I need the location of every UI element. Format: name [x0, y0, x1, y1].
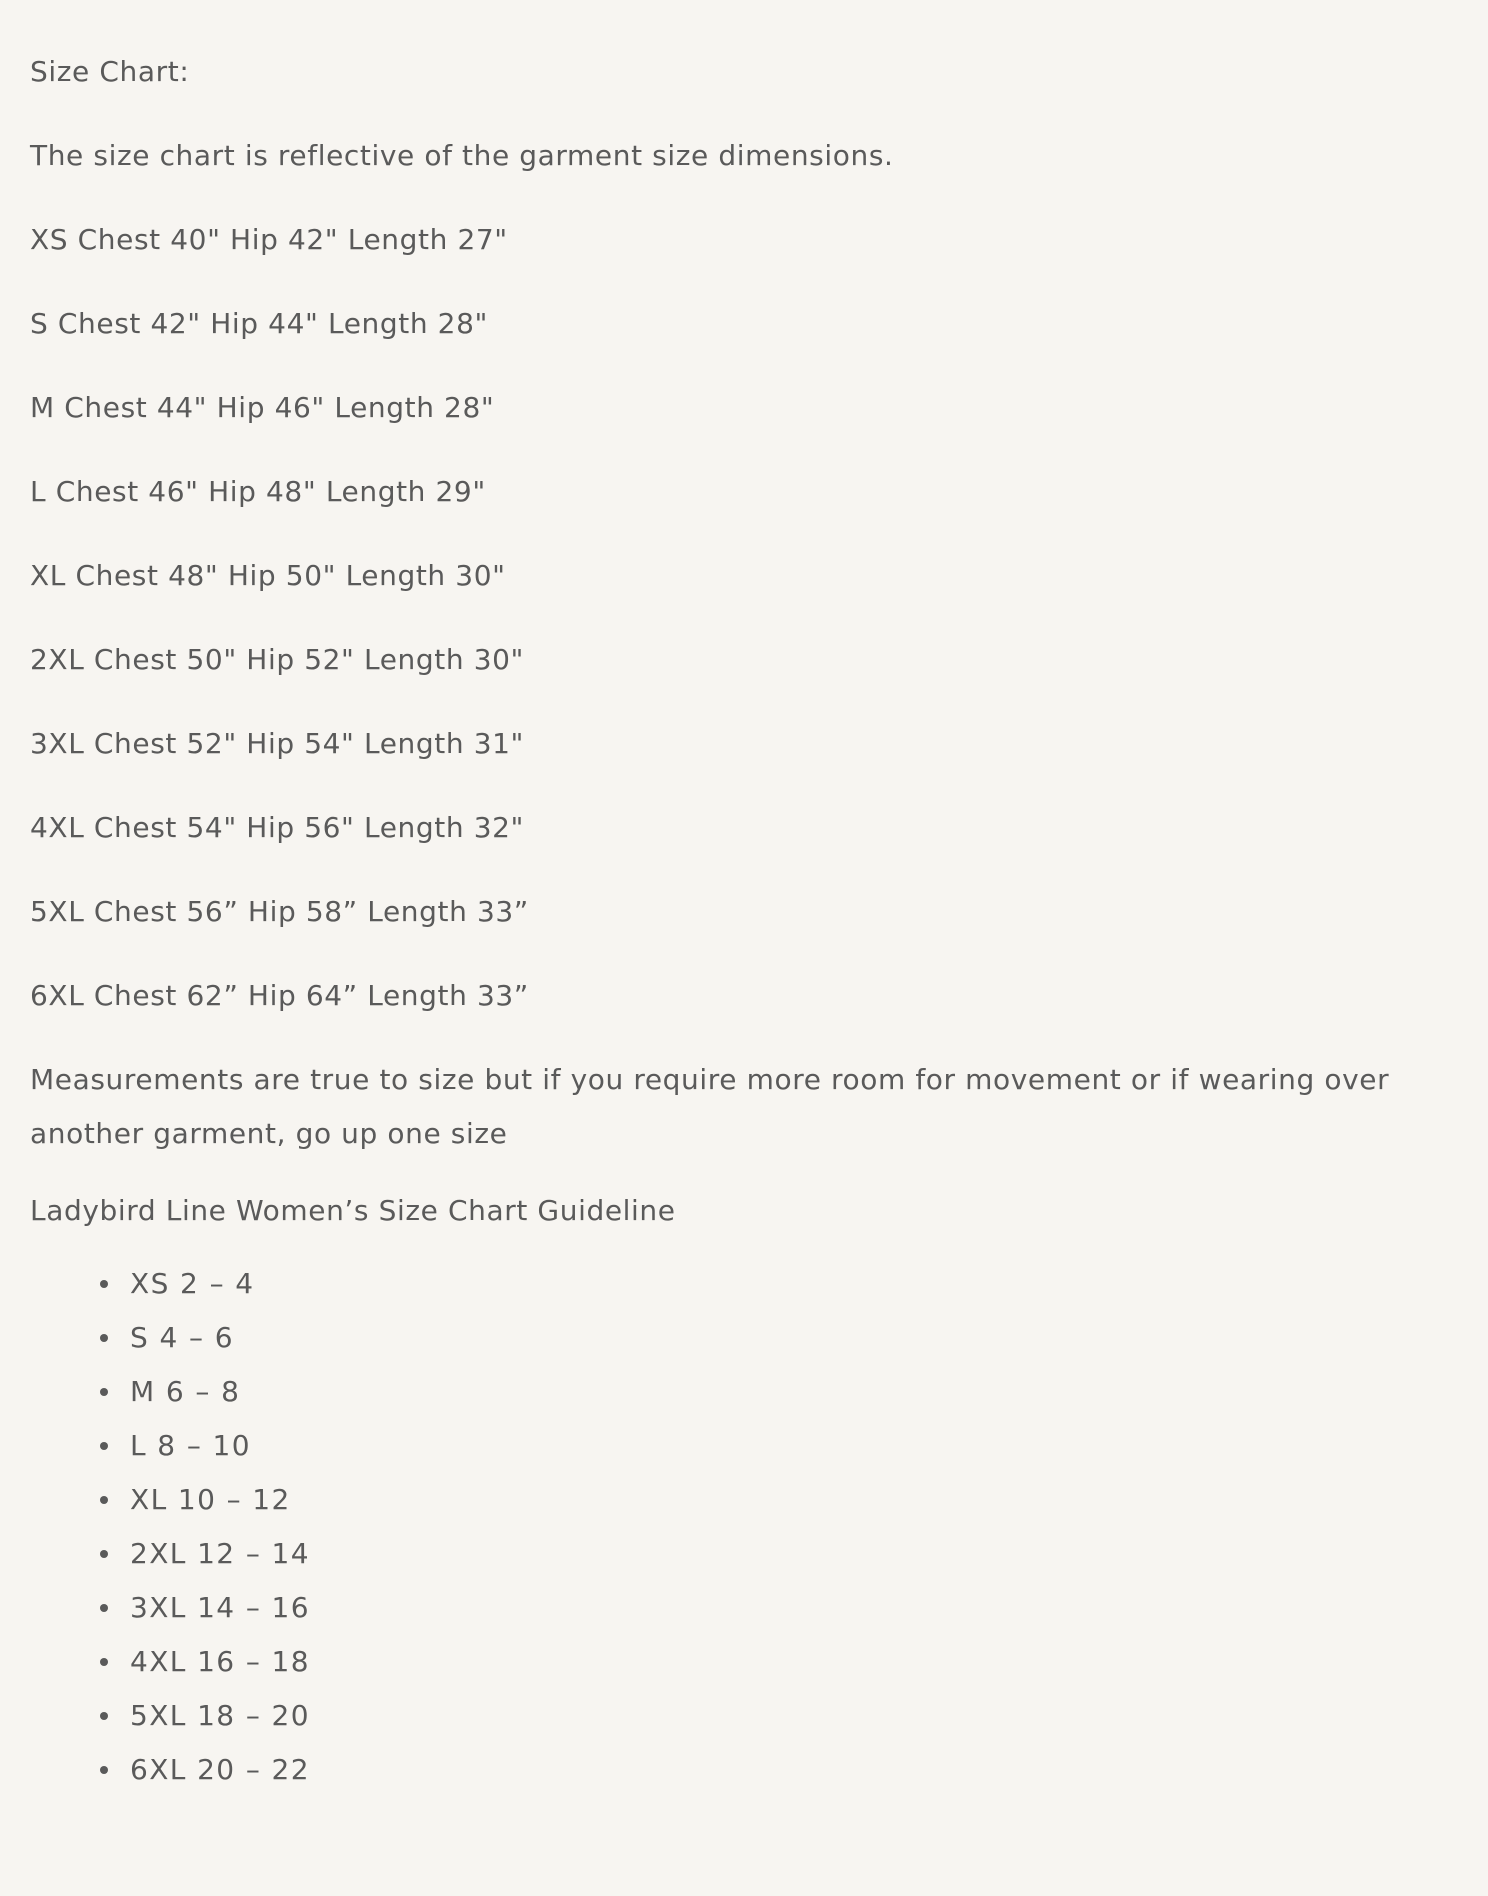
guideline-item-label: 4XL 16 – 18 [130, 1645, 310, 1678]
size-row-l: L Chest 46" Hip 48" Length 29" [30, 475, 486, 508]
guideline-item-label: L 8 – 10 [130, 1429, 251, 1462]
guideline-item-3xl [100, 1581, 1420, 1635]
size-row-s: S Chest 42" Hip 44" Length 28" [30, 307, 488, 340]
bullet-icon [100, 1334, 108, 1342]
guideline-item-xs [100, 1257, 1420, 1311]
bullet-icon [100, 1550, 108, 1558]
bullet-icon [100, 1604, 108, 1612]
bullet-icon [100, 1280, 108, 1288]
bullet-icon [100, 1496, 108, 1504]
guideline-item-label: M 6 – 8 [130, 1375, 241, 1408]
guideline-item-label: XS 2 – 4 [130, 1267, 255, 1300]
guideline-item-2xl [100, 1527, 1420, 1581]
guideline-item-s [100, 1311, 1420, 1365]
bullet-icon [100, 1658, 108, 1666]
guideline-item-xl [100, 1473, 1420, 1527]
guideline-title: Ladybird Line Women’s Size Chart Guideline [30, 1194, 676, 1227]
size-row-3xl: 3XL Chest 52" Hip 54" Length 31" [30, 727, 524, 760]
guideline-item-label: 3XL 14 – 16 [130, 1591, 310, 1624]
guideline-item-m [100, 1365, 1420, 1419]
size-row-2xl: 2XL Chest 50" Hip 52" Length 30" [30, 643, 524, 676]
guideline-item-label: 6XL 20 – 22 [130, 1753, 310, 1786]
guideline-item-5xl [100, 1689, 1420, 1743]
bullet-icon [100, 1712, 108, 1720]
guideline-item-4xl [100, 1635, 1420, 1689]
bullet-icon [100, 1388, 108, 1396]
bullet-icon [100, 1766, 108, 1774]
sizing-note: Measurements are true to size but if you require more room for movement or if wearing over another garment, go up one size [30, 1063, 1390, 1150]
bullet-icon [100, 1442, 108, 1450]
guideline-item-label: S 4 – 6 [130, 1321, 234, 1354]
size-chart-intro: The size chart is reflective of the garment size dimensions. [30, 139, 894, 172]
size-row-6xl: 6XL Chest 62” Hip 64” Length 33” [30, 979, 529, 1012]
guideline-item-label: XL 10 – 12 [130, 1483, 291, 1516]
size-row-xl: XL Chest 48" Hip 50" Length 30" [30, 559, 506, 592]
size-row-m: M Chest 44" Hip 46" Length 28" [30, 391, 495, 424]
size-row-4xl: 4XL Chest 54" Hip 56" Length 32" [30, 811, 524, 844]
size-row-xs: XS Chest 40" Hip 42" Length 27" [30, 223, 508, 256]
guideline-item-6xl [100, 1743, 1420, 1797]
guideline-list [30, 1257, 1420, 1797]
guideline-item-label: 2XL 12 – 14 [130, 1537, 310, 1570]
size-row-5xl: 5XL Chest 56” Hip 58” Length 33” [30, 895, 529, 928]
size-chart-title: Size Chart: [30, 55, 190, 88]
guideline-item-label: 5XL 18 – 20 [130, 1699, 310, 1732]
guideline-item-l [100, 1419, 1420, 1473]
